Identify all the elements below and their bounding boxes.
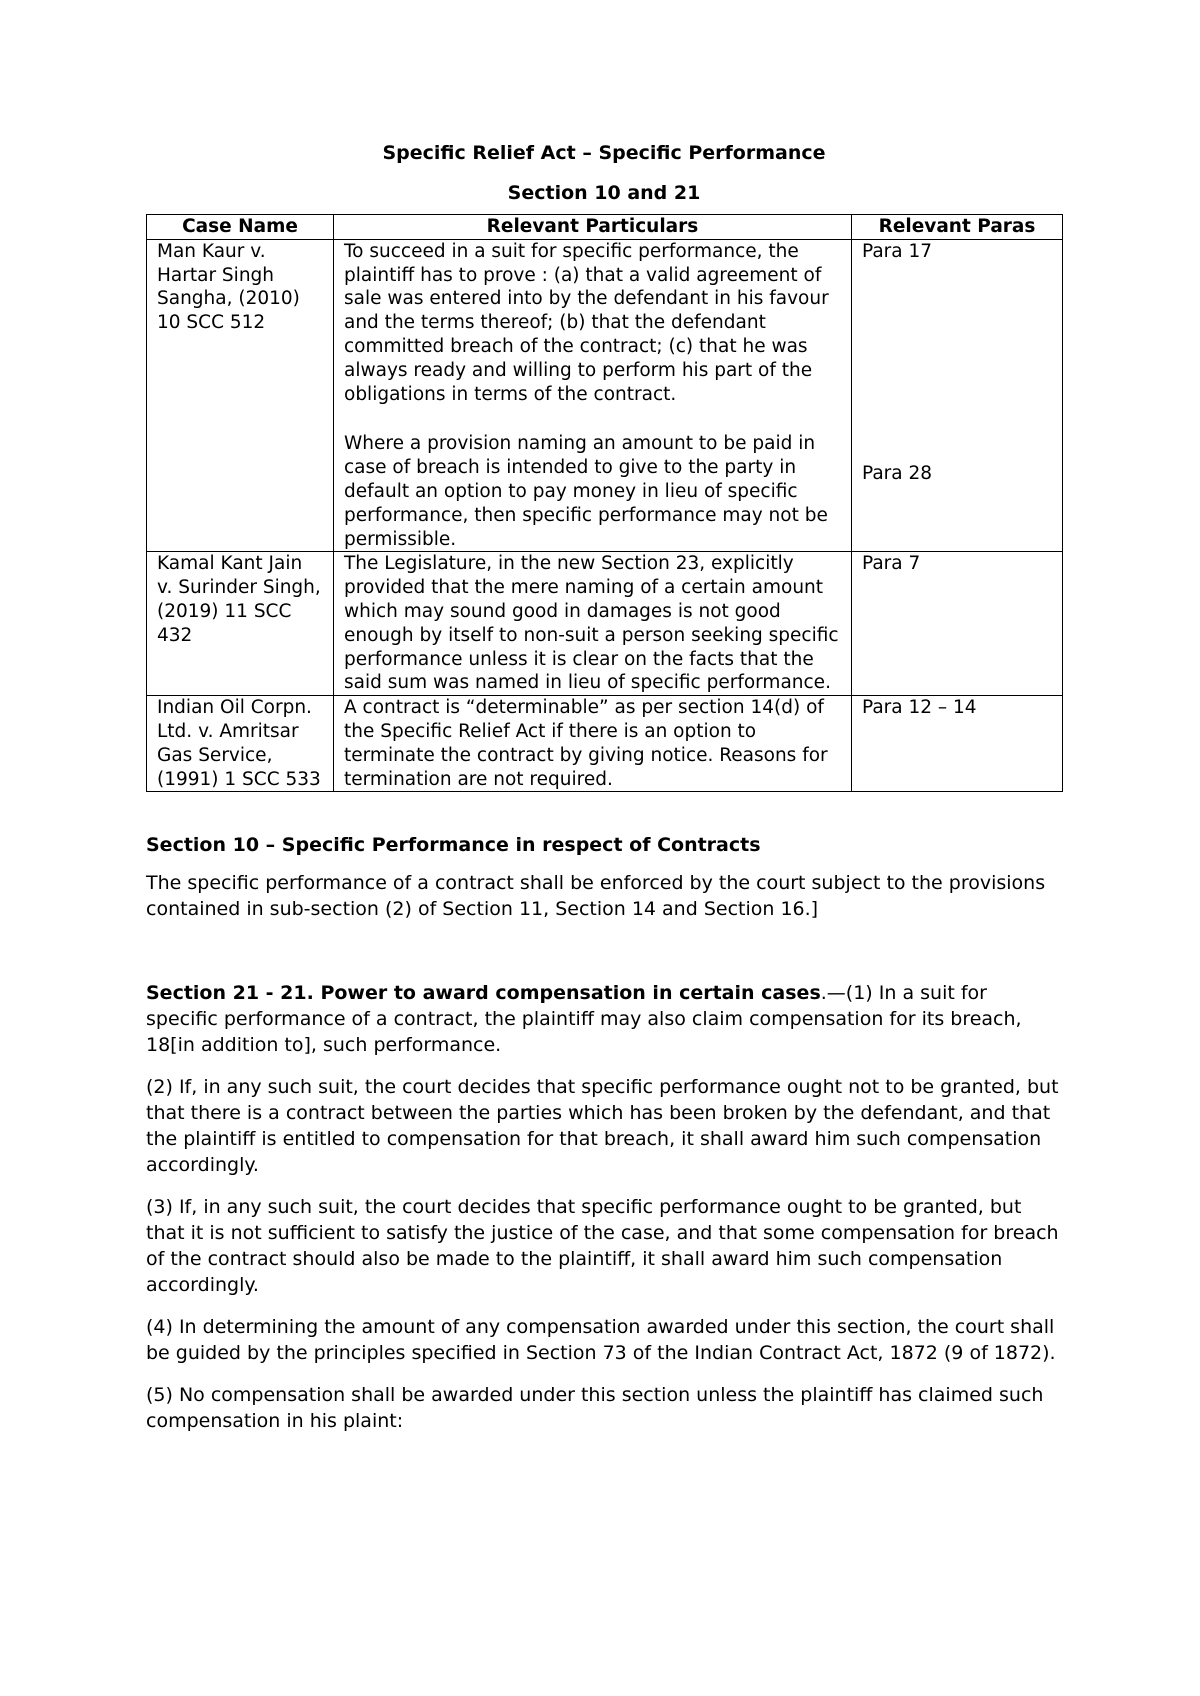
particulars-text: To succeed in a suit for specific performance, the plaintiff has to prove : (a) that a valid agreement of sale was entered into by the defendant in his favour and the terms thereof; (b) that the defendant committed breach of the contract; (c) that he was always ready and willing to perform his part of the obligations in terms of the contract. xyxy=(344,240,829,405)
document-subtitle: Section 10 and 21 xyxy=(507,182,701,204)
particulars-cell xyxy=(334,552,852,696)
document-title: Specific Relief Act – Specific Performance xyxy=(382,142,826,164)
section-21-heading: Section 21 - 21. Power to award compensation in certain cases xyxy=(146,982,821,1005)
section-21-intro-paragraph xyxy=(146,980,1062,1058)
section-10-text: The specific performance of a contract shall be enforced by the court subject to the provisions contained in sub-section (2) of Section 11, Section 14 and Section 16.] xyxy=(146,872,1046,921)
particulars-text: The Legislature, in the new Section 23, explicitly provided that the mere naming of a certain amount which may sound good in damages is not good enough by itself to non-suit a person seeking specific performance unless it is clear on the facts that the said sum was named in lieu of specific performance. xyxy=(344,553,839,694)
table-row xyxy=(147,696,1063,792)
section-21-clause: (2) If, in any such suit, the court decides that specific performance ought not to be granted, but that there is a contract between the parties which has been broken by the defendant, and that the plaintiff is entitled to compensation for that breach, it shall award him such compensation accordingly. xyxy=(146,1076,1059,1177)
case-table xyxy=(146,214,1063,792)
para-reference: Para 17 xyxy=(862,240,933,262)
paras-cell xyxy=(852,552,1063,696)
section-21-clause: (4) In determining the amount of any compensation awarded under this section, the court shall be guided by the principles specified in Section 73 of the Indian Contract Act, 1872 (9 of 1872). xyxy=(146,1316,1056,1365)
document-page xyxy=(146,140,1062,1434)
case-name: Kamal Kant Jain v. Surinder Singh, (2019) 11 SCC 432 xyxy=(157,553,321,646)
para-reference: Para 7 xyxy=(862,553,921,575)
case-name-cell xyxy=(147,552,334,696)
particulars-text: Where a provision naming an amount to be paid in case of breach is intended to give to the party in default an option to pay money in lieu of specific performance, then specific performance may not be permissible. xyxy=(344,433,828,550)
section-10-heading: Section 10 – Specific Performance in respect of Contracts xyxy=(146,834,761,857)
table-row xyxy=(147,239,1063,552)
case-name: Man Kaur v. Hartar Singh Sangha, (2010) 10 SCC 512 xyxy=(157,240,300,334)
header-relevant-paras: Relevant Paras xyxy=(852,215,1063,240)
paras-cell xyxy=(852,239,1063,552)
paras-cell xyxy=(852,696,1063,792)
header-relevant-particulars: Relevant Particulars xyxy=(334,215,852,240)
case-name: Indian Oil Corpn. Ltd. v. Amritsar Gas Service, (1991) 1 SCC 533 xyxy=(157,697,321,790)
para-reference: Para 12 – 14 xyxy=(862,697,977,719)
particulars-text: A contract is “determinable” as per section 14(d) of the Specific Relief Act if there is an option to terminate the contract by giving notice. Reasons for termination are not required. xyxy=(344,697,828,790)
case-name-cell xyxy=(147,696,334,792)
case-name-cell xyxy=(147,239,334,552)
table-header-row xyxy=(147,215,1063,240)
particulars-cell xyxy=(334,239,852,552)
section-21-clause: (5) No compensation shall be awarded under this section unless the plaintiff has claimed such compensation in his plaint: xyxy=(146,1384,1044,1433)
para-reference: Para 28 xyxy=(862,462,933,484)
header-case-name: Case Name xyxy=(147,215,334,240)
particulars-cell xyxy=(334,696,852,792)
section-21-intro: .—(1) In a suit for specific performance of a contract, the plaintiff may also claim compensation for its breach, 18[in addition to], such performance. xyxy=(146,982,1022,1057)
table-row xyxy=(147,552,1063,696)
section-21-clause: (3) If, in any such suit, the court decides that specific performance ought to be granted, but that it is not sufficient to satisfy the justice of the case, and that some compensation for breach of the contract should also be made to the plaintiff, it shall award him such compensation accordingly. xyxy=(146,1196,1059,1297)
